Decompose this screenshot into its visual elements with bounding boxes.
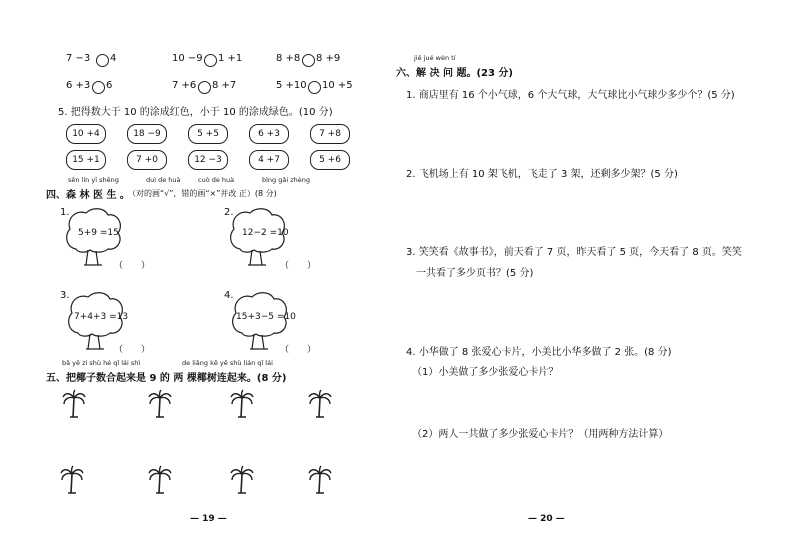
tree-number: 2. — [224, 207, 234, 218]
answer-paren[interactable]: （ ） — [280, 345, 317, 355]
tree-equation: 7+4+3 =13 — [74, 312, 129, 322]
egg-item[interactable]: 6 +3 — [249, 124, 289, 144]
egg-item[interactable]: 7 +8 — [310, 124, 350, 144]
tree-number: 3. — [60, 290, 70, 301]
question-1: 1. 商店里有 16 个小气球，6 个大气球，大气球比小气球少多少个？(5 分) — [406, 90, 735, 101]
tree-equation: 12−2 =10 — [242, 228, 289, 238]
palm-tree-icon[interactable] — [308, 390, 332, 418]
question-4: 4. 小华做了 8 张爱心卡片，小美比小华多做了 2 张。(8 分) — [406, 347, 672, 358]
compare-circle[interactable] — [96, 54, 109, 67]
compare-left: 7 +6 — [172, 80, 197, 91]
compare-left: 6 +3 — [66, 80, 91, 91]
compare-left: 10 −9 — [172, 53, 203, 64]
section-6-title: 六、解 决 问 题。(23 分) — [396, 68, 513, 79]
palm-tree-icon[interactable] — [308, 466, 332, 494]
compare-circle[interactable] — [92, 81, 105, 94]
question-2: 2. 飞机场上有 10 架飞机，飞走了 3 架，还剩多少架？(5 分) — [406, 169, 678, 180]
egg-item[interactable]: 18 −9 — [127, 124, 167, 144]
compare-circle[interactable] — [308, 81, 321, 94]
compare-right: 1 +1 — [218, 53, 243, 64]
palm-tree-icon[interactable] — [60, 466, 84, 494]
answer-paren[interactable]: （ ） — [114, 261, 151, 271]
tree-equation: 15+3−5 =10 — [236, 312, 296, 322]
pinyin: duì de huà — [146, 176, 181, 184]
egg-item[interactable]: 5 +6 — [310, 150, 350, 170]
palm-tree-icon[interactable] — [148, 390, 172, 418]
pinyin: bìng gǎi zhèng — [262, 176, 311, 184]
compare-right: 10 +5 — [322, 80, 353, 91]
egg-item[interactable]: 10 +4 — [66, 124, 106, 144]
egg-item[interactable]: 15 +1 — [66, 150, 106, 170]
tree-2-icon — [228, 207, 288, 269]
compare-circle[interactable] — [302, 54, 315, 67]
pinyin: sēn lín yī shēng — [68, 176, 119, 184]
palm-tree-icon[interactable] — [230, 466, 254, 494]
answer-paren[interactable]: （ ） — [280, 261, 317, 271]
pinyin: bǎ yē zi shù hé qǐ lái shì — [62, 359, 141, 367]
palm-tree-icon[interactable] — [230, 390, 254, 418]
compare-left: 7 −3 — [66, 53, 91, 64]
question-3-line-1: 3. 笑笑看《故事书》，前天看了 7 页，昨天看了 5 页，今天看了 8 页。笑笑 — [406, 247, 742, 258]
egg-item[interactable]: 12 −3 — [188, 150, 228, 170]
palm-tree-icon[interactable] — [148, 466, 172, 494]
pinyin: jiě jué wèn tí — [414, 54, 456, 62]
compare-right: 4 — [110, 53, 117, 64]
section-4-instructions: （对的画“√”，错的画“×”并改 正）(8 分) — [128, 189, 277, 198]
section-4-title: 四、森 林 医 生 。 — [46, 190, 130, 201]
section-5-title: 五、把椰子数合起来是 9 的 两 棵椰树连起来。(8 分) — [46, 373, 287, 384]
tree-number: 1. — [60, 207, 70, 218]
tree-equation: 5+9 =15 — [78, 228, 119, 238]
compare-circle[interactable] — [198, 81, 211, 94]
question-4-part-1: （1）小美做了多少张爱心卡片？ — [412, 367, 559, 378]
compare-right: 6 — [106, 80, 113, 91]
page-number: — 19 — — [190, 514, 227, 524]
tree-number: 4. — [224, 290, 234, 301]
question-3-line-2: 一共看了多少页书？(5 分) — [416, 268, 534, 279]
egg-item[interactable]: 4 +7 — [249, 150, 289, 170]
compare-circle[interactable] — [204, 54, 217, 67]
palm-tree-icon[interactable] — [62, 390, 86, 418]
compare-left: 8 +8 — [276, 53, 301, 64]
q5-title: 5. 把得数大于 10 的涂成红色，小于 10 的涂成绿色。(10 分) — [58, 107, 333, 118]
compare-right: 8 +7 — [212, 80, 237, 91]
page-number: — 20 — — [528, 514, 565, 524]
egg-item[interactable]: 7 +0 — [127, 150, 167, 170]
compare-left: 5 +10 — [276, 80, 307, 91]
pinyin: cuò de huà — [198, 176, 235, 184]
question-4-part-2: （2）两人一共做了多少张爱心卡片？（用两种方法计算） — [412, 429, 669, 440]
egg-item[interactable]: 5 +5 — [188, 124, 228, 144]
compare-right: 8 +9 — [316, 53, 341, 64]
pinyin: de liǎng kē yē shù lián qǐ lái — [182, 359, 273, 367]
answer-paren[interactable]: （ ） — [114, 345, 151, 355]
